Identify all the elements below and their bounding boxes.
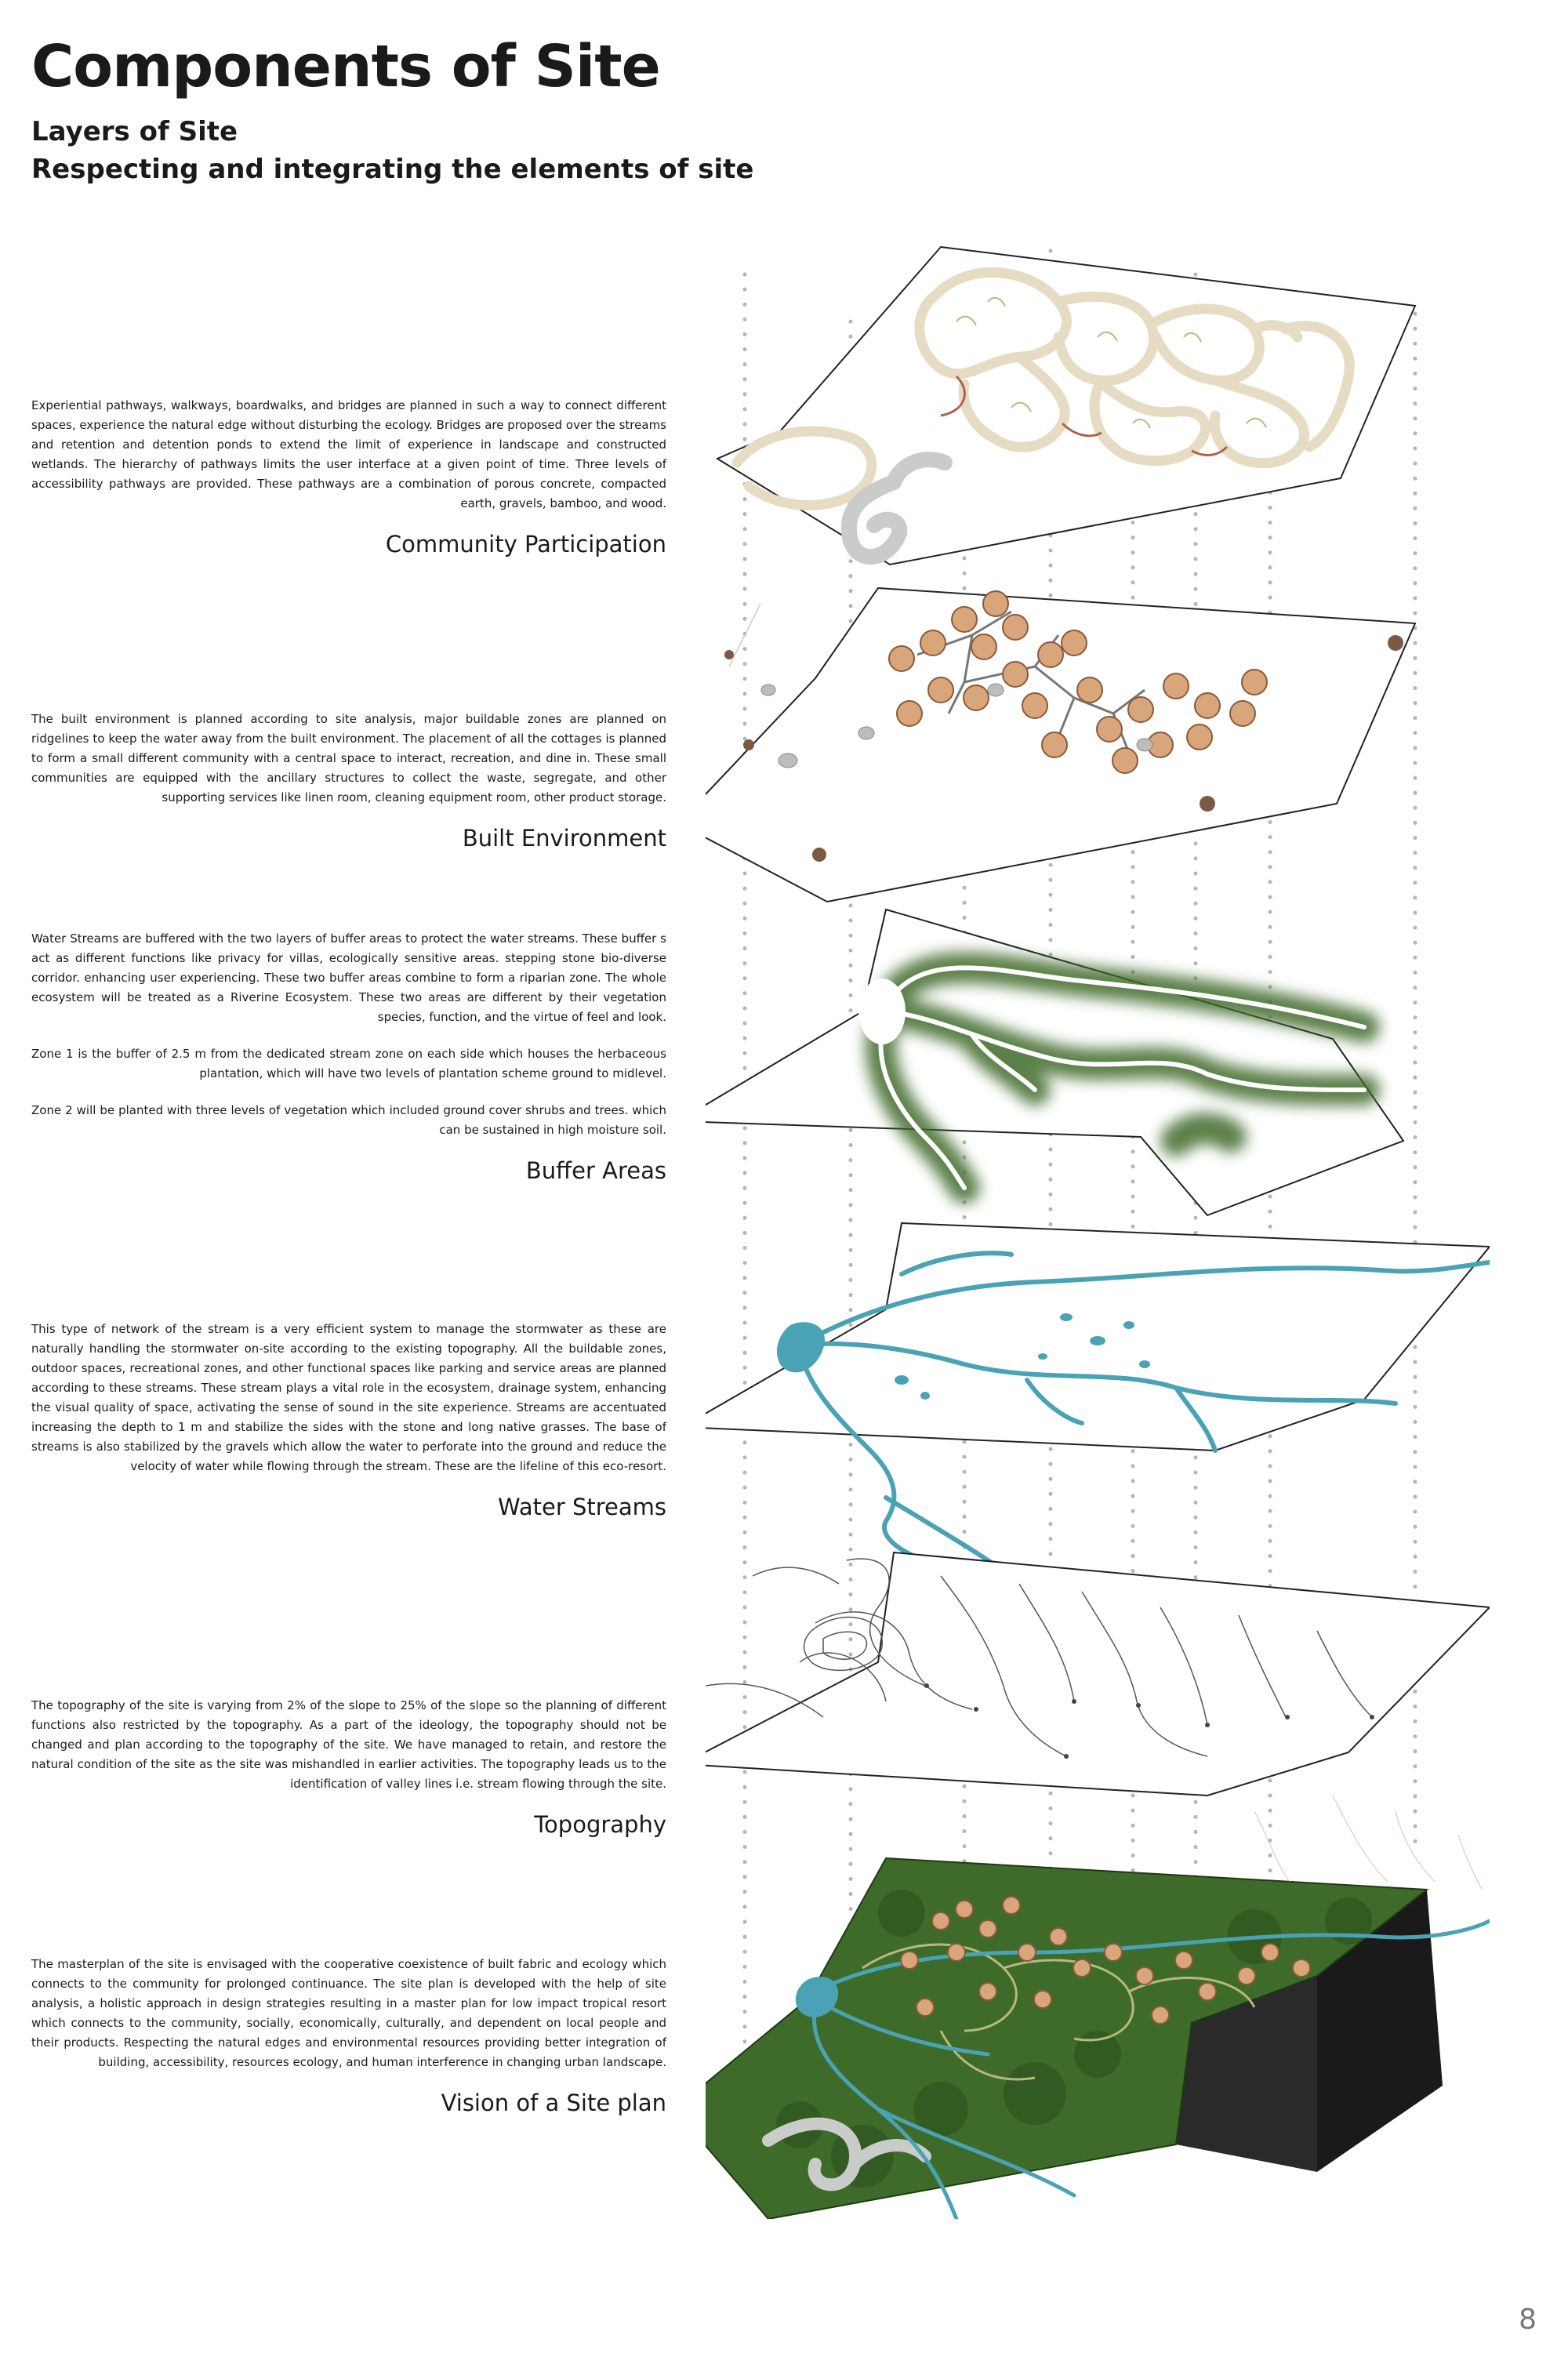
layer-master-plan [706,1796,1490,2219]
section-heading: Vision of a Site plan [441,2090,666,2116]
section-vision-site-plan [31,1955,666,2116]
section-built-environment [31,710,666,852]
subtitle-respecting: Respecting and integrating the elements of site [31,154,754,185]
section-paragraph: Zone 2 will be planted with three levels of vegetation which included ground cover shrubs and trees. which can be sustained in high moisture soil. [31,1103,666,1137]
section-topography [31,1696,666,1838]
section-paragraph: Water Streams are buffered with the two layers of buffer areas to protect the water streams. These buffer s act as different functions like privacy for villas, ecologically sensitive areas. stepping stone bio-diverse corridor. enhancing user experiencing. These two buffer areas combine to form a riparian zone. The whole ecosystem will be treated as a Riverine Ecosystem. These two areas are different by their vegetation species, function, and the virtue of feel and look. [31,931,666,1024]
page-title: Components of Site [31,33,660,100]
layer-water-streams [706,1223,1490,1592]
section-paragraph: This type of network of the stream is a very efficient system to manage the stormwater as these are naturally handling the stormwater on-site according to the existing topography. All the buildable zones, outdoor spaces, recreational zones, and other functional spaces like parking and service areas are planned according to these streams. These stream plays a vital role in the ecosystem, drainage system, enhancing the visual quality of space, activating the sense of sound in the site experience. Streams are accentuated increasing the depth to 1 m and stabilize the sides with the stone and long native grasses. The base of streams is also stabilized by the gravels which allow the water to perforate into the ground and reduce the velocity of water while flowing through the stream. These are the lifeline of this eco-resort. [31,1322,666,1473]
section-heading: Community Participation [385,531,666,557]
section-community-participation [31,396,666,557]
section-paragraph: Zone 1 is the buffer of 2.5 m from the dedicated stream zone on each side which houses the herbaceous plantation, which will have two levels of plantation scheme ground to midlevel. [31,1047,666,1080]
page-number: 8 [1519,2304,1537,2336]
section-heading: Topography [534,1811,666,1838]
section-paragraph: The built environment is planned according to site analysis, major buildable zones are planned on ridgelines to keep the water away from the built environment. The placement of all the cottages is planned to form a small different community with a central space to interact, recreation, and dine in. These small communities are equipped with the ancillary structures to collect the waste, segregate, and other supporting services like linen room, cleaning equipment room, other product storage. [31,712,666,804]
section-heading: Built Environment [462,825,666,852]
section-water-streams [31,1320,666,1520]
layer-buffer-areas [706,910,1403,1215]
site-layers-diagram [706,227,1490,2219]
section-heading: Water Streams [498,1494,666,1520]
layer-topography [706,1552,1490,1796]
layer-pathways [717,247,1415,565]
section-buffer-areas [31,929,666,1184]
section-paragraph: The topography of the site is varying from 2% of the slope to 25% of the slope so the planning of different functions also restricted by the topography. As a part of the ideology, the topography should not be changed and plan according to the topography of the site. We have managed to retain, and restore the natural condition of the site as the site was mishandled in earlier activities. The topography leads us to the identification of valley lines i.e. stream flowing through the site. [31,1698,666,1791]
section-paragraph: Experiential pathways, walkways, boardwalks, and bridges are planned in such a way to connect different spaces, experience the natural edge without disturbing the ecology. Bridges are proposed over the streams and retention and detention ponds to extend the limit of experience in landscape and constructed wetlands. The hierarchy of pathways limits the user interface at a given point of time. Three levels of accessibility pathways are provided. These pathways are a combination of porous concrete, compacted earth, gravels, bamboo, and wood. [31,398,666,510]
subtitle-layers: Layers of Site [31,116,238,147]
layer-built-environment [706,588,1415,902]
section-paragraph: The masterplan of the site is envisaged with the cooperative coexistence of built fabric and ecology which connects to the community for prolonged continuance. The site plan is developed with the help of site analysis, a holistic approach in design strategies resulting in a master plan for low impact tropical resort which connects to the community, socially, economically, culturally, and dependent on local people and their products. Respecting the natural edges and environmental resources providing better integration of building, accessibility, resources ecology, and human interference in changing urban landscape. [31,1957,666,2069]
section-heading: Buffer Areas [525,1157,666,1184]
